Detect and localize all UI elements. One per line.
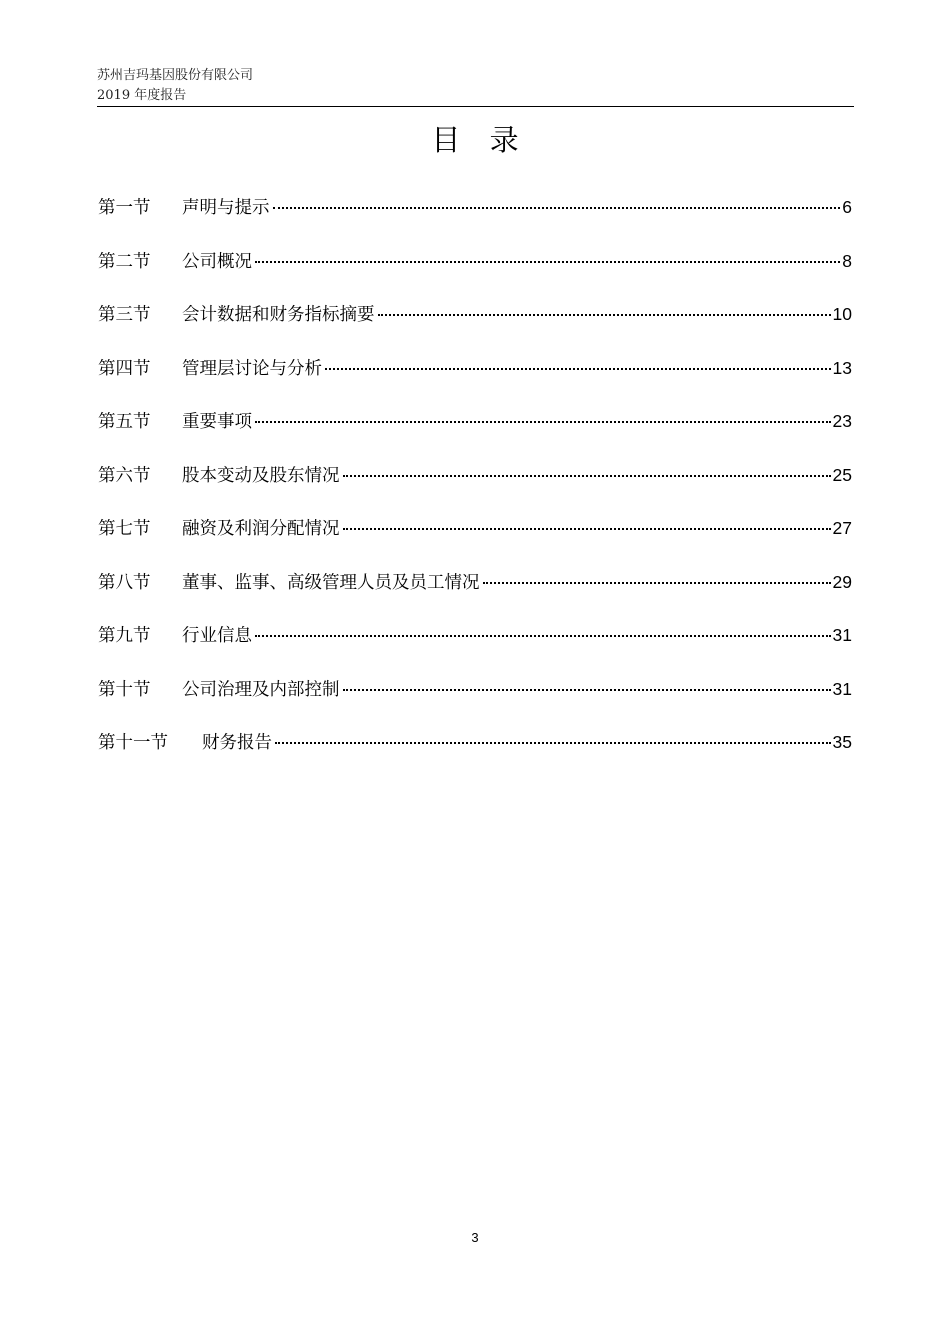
toc-section-label: 财务报告 [202, 733, 272, 753]
page-number: 3 [471, 1230, 479, 1245]
toc-section-number: 第九节 [98, 626, 151, 646]
toc-page-number: 6 [842, 197, 852, 217]
toc-page-number: 25 [832, 464, 852, 485]
toc-section-label: 股本变动及股东情况 [182, 465, 340, 486]
toc-entry-section-8[interactable] [98, 563, 852, 617]
toc-dot-leader [255, 615, 831, 637]
toc-section-number: 第六节 [98, 465, 151, 486]
toc-dot-leader [325, 348, 831, 370]
toc-page-number: 13 [832, 357, 852, 378]
toc-section-label: 行业信息 [182, 626, 252, 646]
toc-dot-leader [343, 455, 831, 477]
toc-section-number: 第三节 [98, 305, 151, 325]
toc-entry-section-4[interactable] [98, 349, 852, 403]
toc-page-number: 31 [832, 625, 852, 645]
toc-section-number: 第十节 [98, 679, 151, 700]
toc-title: 目 录 [431, 123, 529, 157]
toc-entry-section-10[interactable] [98, 670, 852, 724]
header-divider [97, 106, 854, 107]
toc-page-number: 8 [842, 250, 852, 271]
toc-section-label: 融资及利润分配情况 [182, 519, 340, 539]
toc-page-number: 29 [832, 571, 852, 592]
toc-page-number: 35 [832, 732, 852, 752]
toc-section-number: 第二节 [98, 251, 151, 272]
toc-dot-leader [343, 669, 831, 691]
table-of-contents [98, 188, 852, 777]
toc-entry-section-11[interactable] [98, 723, 852, 777]
page-header [97, 66, 854, 106]
toc-dot-leader [343, 508, 831, 530]
toc-section-number: 第五节 [98, 412, 151, 432]
toc-section-number: 第一节 [98, 198, 151, 218]
toc-section-label: 董事、监事、高级管理人员及员工情况 [182, 572, 480, 593]
toc-dot-leader [255, 241, 840, 263]
toc-section-label: 公司概况 [182, 251, 252, 272]
toc-section-label: 声明与提示 [182, 198, 270, 218]
header-company-name: 苏州吉玛基因股份有限公司 [97, 68, 254, 83]
toc-entry-section-2[interactable] [98, 242, 852, 296]
toc-section-number: 第八节 [98, 572, 151, 593]
toc-section-number: 第十一节 [98, 733, 168, 753]
toc-section-number: 第四节 [98, 358, 151, 379]
toc-section-label: 管理层讨论与分析 [182, 358, 322, 379]
toc-page-number: 10 [832, 304, 852, 324]
toc-page-number: 23 [832, 411, 852, 431]
toc-dot-leader [275, 722, 831, 744]
toc-entry-section-7[interactable] [98, 509, 852, 563]
toc-dot-leader [255, 401, 831, 423]
toc-dot-leader [483, 562, 831, 584]
toc-page-number: 31 [832, 678, 852, 699]
toc-section-label: 会计数据和财务指标摘要 [182, 305, 375, 325]
toc-entry-section-3[interactable] [98, 295, 852, 349]
toc-entry-section-1[interactable] [98, 188, 852, 242]
toc-entry-section-5[interactable] [98, 402, 852, 456]
toc-page-number: 27 [832, 518, 852, 538]
toc-section-number: 第七节 [98, 519, 151, 539]
toc-section-label: 重要事项 [182, 412, 252, 432]
toc-dot-leader [273, 187, 841, 209]
toc-entry-section-9[interactable] [98, 616, 852, 670]
header-report-name: 2019 年度报告 [97, 88, 187, 103]
toc-entry-section-6[interactable] [98, 456, 852, 510]
toc-dot-leader [378, 294, 831, 316]
toc-section-label: 公司治理及内部控制 [182, 679, 340, 700]
